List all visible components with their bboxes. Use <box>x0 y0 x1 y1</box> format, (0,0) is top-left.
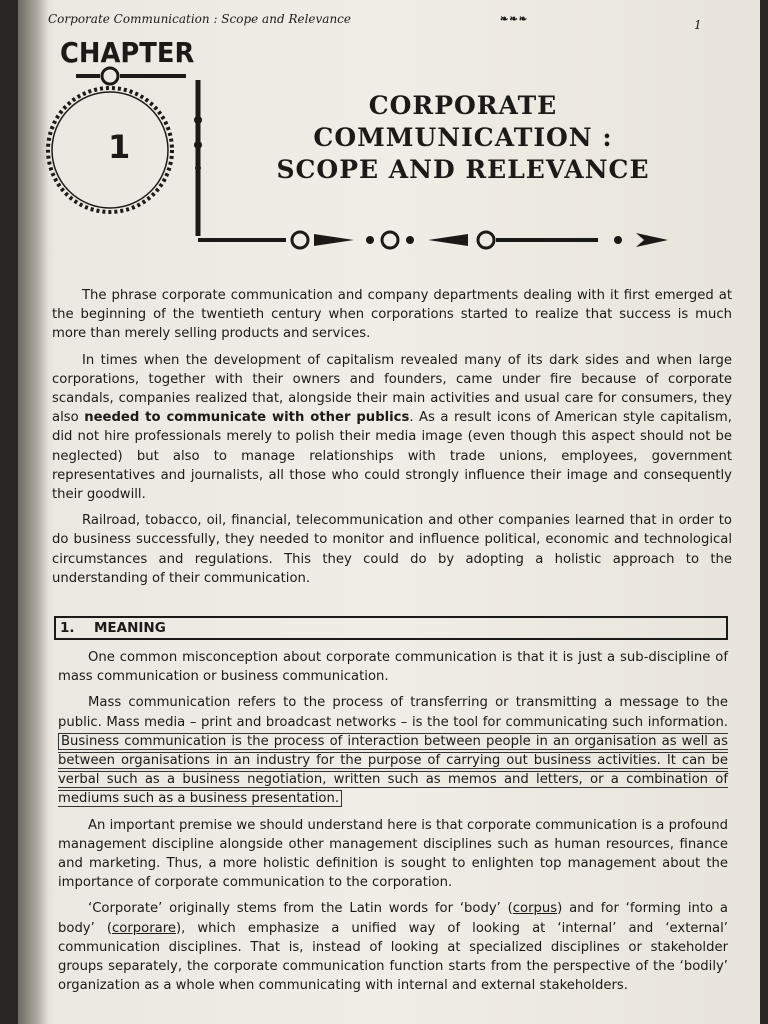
underlined-term: corporare <box>112 920 176 936</box>
section-number: 1. <box>60 620 75 636</box>
text-run: . As a result icons of American style capitalism, did not hire professionals merely to polish their media image (even though this aspect should not be neglected) but also to manage relationships with trade unions, employees, government representatives and journalists, all those who could strongly influence their image and consequently their goodwill. <box>52 410 732 503</box>
chapter-title-line: COMMUNICATION : <box>313 123 613 152</box>
bracketed-text: Business communication is the process of interaction between people in an organisation as well as between organisations in an industry for the purpose of carrying out business activities. It can be verbal such as a business negotiation, written such as memos and letters, or a combination of mediums such as a business presentation. <box>58 733 728 807</box>
chapter-label: CHAPTER <box>60 36 195 69</box>
meaning-section <box>58 648 728 1002</box>
chapter-number: 1 <box>108 128 131 166</box>
meaning-paragraph: One common misconception about corporate communication is that it is just a sub-discipline of mass communication or business communication. <box>58 650 728 685</box>
intro-section <box>52 286 732 595</box>
chapter-title <box>248 90 678 186</box>
meaning-paragraph: An important premise we should understand here is that corporate communication is a profound management discipline alongside other management disciplines such as human resources, finance and marketing. Thus, a more holistic definition is sought to enlighten top management about the importance of corporate communication to the corporation. <box>58 817 728 891</box>
meaning-paragraph <box>58 693 728 808</box>
text-run: ), which emphasize a unified way of looking at ‘internal’ and ‘external’ communication disciplines. That is, instead of looking at specialized disciplines or stakeholder groups separately, the corporate communication function starts from the perspective of the ‘bodily’ organization as a whole when communicating with internal and external stakeholders. <box>58 920 728 994</box>
intro-paragraph: The phrase corporate communication and company departments dealing with it first emerged at the beginning of the twentieth century when corporations started to realize that success is much more than merely selling products and services. <box>52 288 732 342</box>
text-run: In times when the development of capitalism revealed many of its dark sides and when large corporations, together with their owners and founders, came under fire because of corporate scandals, companies realized that, alongside their main activities and usual care for consumers, they also <box>52 352 732 426</box>
underlined-term: corpus <box>512 901 558 917</box>
meaning-paragraph <box>58 899 728 995</box>
page-number: 1 <box>694 18 702 32</box>
text-run: ‘Corporate’ originally stems from the Latin words for ‘body’ ( <box>88 901 513 917</box>
intro-paragraph: Railroad, tobacco, oil, financial, telecommunication and other companies learned that in order to do business successfully, they needed to monitor and influence political, economic and technological circumstances and regulations. This they could do by adopting a holistic approach to the understanding of their communication. <box>52 513 732 586</box>
emphasis-text: needed to communicate with other publics <box>84 410 410 426</box>
text-run: ) and for ‘forming into a body’ ( <box>58 901 728 936</box>
book-page <box>18 0 760 1024</box>
header-ornament: ❧❧❧ <box>500 14 529 25</box>
running-head: Corporate Communication : Scope and Relevance <box>48 12 351 26</box>
chapter-title-line: SCOPE AND RELEVANCE <box>276 155 650 184</box>
section-title: MEANING <box>94 620 166 636</box>
section-heading <box>54 616 728 640</box>
chapter-title-line: CORPORATE <box>368 91 558 120</box>
text-run: Mass communication refers to the process of transferring or transmitting a message to the public. Mass media – print and broadcast networks – is the tool for communicating such information. <box>58 695 728 730</box>
intro-paragraph <box>52 351 732 505</box>
